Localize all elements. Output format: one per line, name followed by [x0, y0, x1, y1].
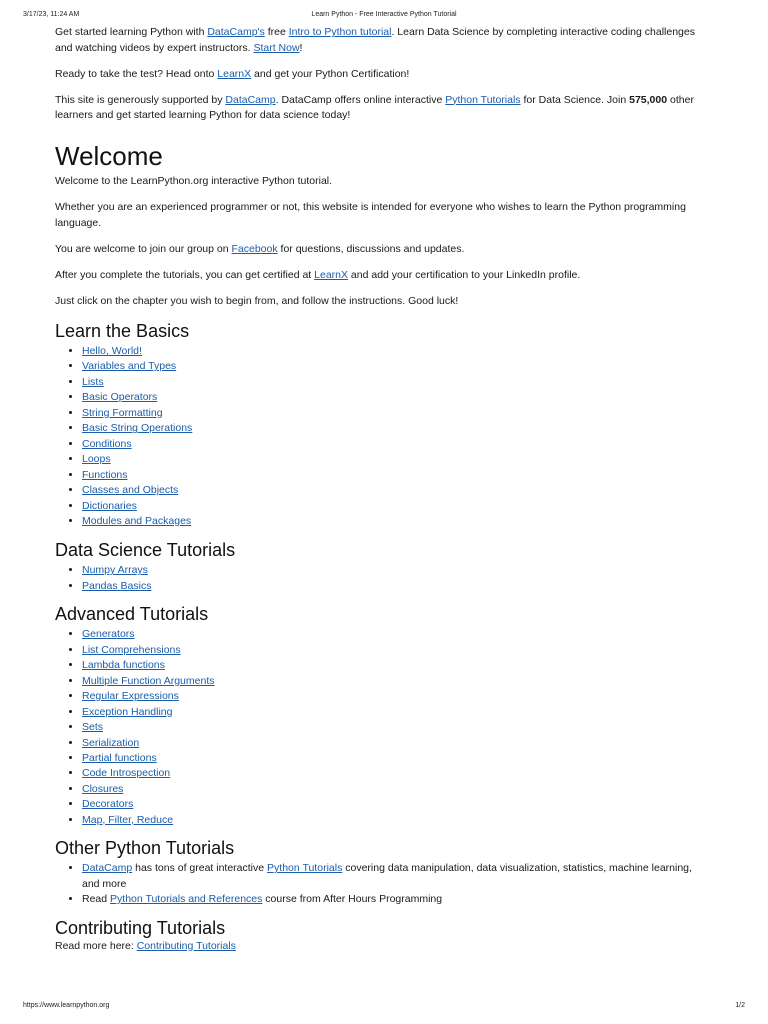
learnx-link[interactable]: LearnX [217, 67, 252, 80]
list-item [82, 627, 695, 642]
tutorial-link[interactable]: Dictionaries [82, 499, 137, 512]
print-page-number: 1/2 [735, 1002, 745, 1009]
learnx-link[interactable]: LearnX [314, 268, 348, 281]
learn-basics-section [55, 320, 695, 529]
contributing-tutorials-link[interactable]: Contributing Tutorials [136, 939, 236, 952]
text: course from After Hours Programming [262, 893, 443, 906]
list-item [82, 720, 695, 735]
tutorial-link[interactable]: Hello, World! [82, 345, 142, 357]
learn-basics-heading: Learn the Basics [55, 321, 190, 341]
text: and get your Python Certification! [251, 67, 410, 80]
welcome-paragraph-3 [55, 242, 695, 258]
data-science-list [55, 563, 695, 594]
tutorial-link[interactable]: Generators [82, 628, 135, 641]
text: covering data manipulation, data visualization, statistics, machine learning, and more [82, 862, 692, 890]
print-url: https://www.learnpython.org [23, 1002, 110, 1009]
other-tutorials-heading: Other Python Tutorials [55, 838, 235, 859]
list-item [82, 689, 695, 704]
list-item [82, 861, 695, 892]
print-page-title: Learn Python - Free Interactive Python Tutorial [311, 11, 457, 18]
tutorial-link[interactable]: Loops [82, 453, 111, 466]
advanced-heading: Advanced Tutorials [55, 604, 209, 625]
list-item [82, 468, 695, 483]
list-item [82, 751, 695, 766]
list-item [82, 452, 695, 467]
welcome-paragraph-1: Welcome to the LearnPython.org interactive Python tutorial. [55, 175, 333, 187]
text: and add your certification to your LinkedIn profile. [348, 268, 581, 281]
list-item [82, 344, 695, 359]
datacamp-link[interactable]: DataCamp's [207, 26, 265, 38]
advanced-section [55, 603, 695, 828]
python-tutorials-references-link[interactable]: Python Tutorials and References [110, 893, 263, 906]
learner-count: 575,000 [629, 93, 668, 106]
contributing-section [55, 917, 695, 955]
facebook-link[interactable]: Facebook [231, 242, 278, 255]
text: This site is generously supported by [55, 93, 226, 106]
list-item [82, 375, 695, 390]
text: Read [82, 893, 111, 906]
tutorial-link[interactable]: Sets [82, 721, 104, 734]
datacamp-link[interactable]: DataCamp [82, 862, 133, 875]
tutorial-link[interactable]: Numpy Arrays [82, 564, 148, 577]
list-item [82, 514, 695, 529]
text: for questions, discussions and updates. [277, 242, 465, 255]
intro-paragraph-3 [55, 93, 695, 124]
tutorial-link[interactable]: List Comprehensions [82, 643, 181, 656]
start-now-link[interactable]: Start Now [253, 41, 300, 54]
list-item [82, 766, 695, 781]
print-header [0, 11, 768, 21]
datacamp-link[interactable]: DataCamp [225, 93, 276, 106]
welcome-paragraph-2: Whether you are an experienced programmer or not, this website is intended for everyone who wishes to learn the Python programming language. [55, 201, 686, 229]
list-item [82, 674, 695, 689]
list-item [82, 782, 695, 797]
list-item [82, 483, 695, 498]
text: . DataCamp offers online interactive [275, 93, 446, 106]
intro-paragraph-2 [55, 67, 695, 83]
list-item [82, 736, 695, 751]
tutorial-link[interactable]: Variables and Types [82, 360, 177, 373]
advanced-list [55, 627, 695, 828]
list-item [82, 705, 695, 720]
basics-list [55, 344, 695, 529]
text: Read more here: [55, 939, 137, 952]
tutorial-link[interactable]: Multiple Function Arguments [82, 674, 215, 687]
contributing-heading: Contributing Tutorials [55, 917, 226, 938]
tutorial-link[interactable]: Partial functions [82, 751, 157, 764]
tutorial-link[interactable]: Functions [82, 468, 128, 481]
tutorial-link[interactable]: Basic String Operations [82, 422, 193, 435]
list-item [82, 579, 695, 594]
tutorial-link[interactable]: Regular Expressions [82, 690, 179, 703]
tutorial-link[interactable]: Map, Filter, Reduce [82, 813, 174, 826]
list-item [82, 658, 695, 673]
text: for Data Science. Join [520, 93, 630, 106]
tutorial-link[interactable]: Closures [82, 782, 124, 795]
tutorial-link[interactable]: Pandas Basics [82, 579, 152, 592]
welcome-paragraph-5: Just click on the chapter you wish to begin from, and follow the instructions. Good luck! [55, 294, 459, 307]
list-item [82, 797, 695, 812]
tutorial-link[interactable]: Classes and Objects [82, 484, 179, 497]
text: Get started learning Python with [55, 26, 208, 38]
text: You are welcome to join our group on [55, 242, 232, 255]
tutorial-link[interactable]: String Formatting [82, 406, 163, 419]
list-item [82, 643, 695, 658]
python-tutorials-link[interactable]: Python Tutorials [445, 93, 521, 106]
list-item [82, 499, 695, 514]
tutorial-link[interactable]: Lambda functions [82, 659, 165, 672]
text: . Learn Data Science by completing interactive coding challenges and watching videos by expert instructors. [55, 26, 695, 54]
text: free [264, 26, 289, 38]
tutorial-link[interactable]: Decorators [82, 798, 134, 811]
data-science-heading: Data Science Tutorials [55, 540, 236, 561]
list-item [82, 892, 695, 907]
other-tutorials-section [55, 837, 695, 907]
list-item [82, 406, 695, 421]
tutorial-link[interactable]: Exception Handling [82, 705, 173, 718]
text: Ready to take the test? Head onto [55, 67, 218, 80]
list-item [82, 563, 695, 578]
list-item [82, 813, 695, 828]
main-content [55, 25, 695, 965]
tutorial-link[interactable]: Lists [82, 375, 104, 388]
list-item [82, 437, 695, 452]
tutorial-link[interactable]: Serialization [82, 736, 140, 749]
other-tutorials-list [55, 861, 695, 907]
welcome-heading: Welcome [55, 141, 163, 171]
text: other learners and get started learning Python for data science today! [55, 93, 694, 121]
list-item [82, 390, 695, 405]
tutorial-link[interactable]: Conditions [82, 437, 132, 450]
python-tutorials-link[interactable]: Python Tutorials [267, 862, 343, 875]
text: ! [299, 41, 303, 54]
list-item [82, 359, 695, 374]
text: After you complete the tutorials, you can get certified at [55, 268, 315, 281]
intro-paragraph-1 [55, 25, 695, 56]
print-datetime: 3/17/23, 11:24 AM [23, 11, 80, 18]
text: has tons of great interactive [132, 862, 268, 875]
tutorial-link[interactable]: Basic Operators [82, 391, 158, 404]
welcome-paragraph-4 [55, 268, 695, 284]
tutorial-link[interactable]: Code Introspection [82, 767, 171, 780]
data-science-section [55, 539, 695, 594]
list-item [82, 421, 695, 436]
intro-python-tutorial-link[interactable]: Intro to Python tutorial [288, 26, 392, 38]
contributing-paragraph [55, 939, 695, 955]
tutorial-link[interactable]: Modules and Packages [82, 514, 192, 527]
